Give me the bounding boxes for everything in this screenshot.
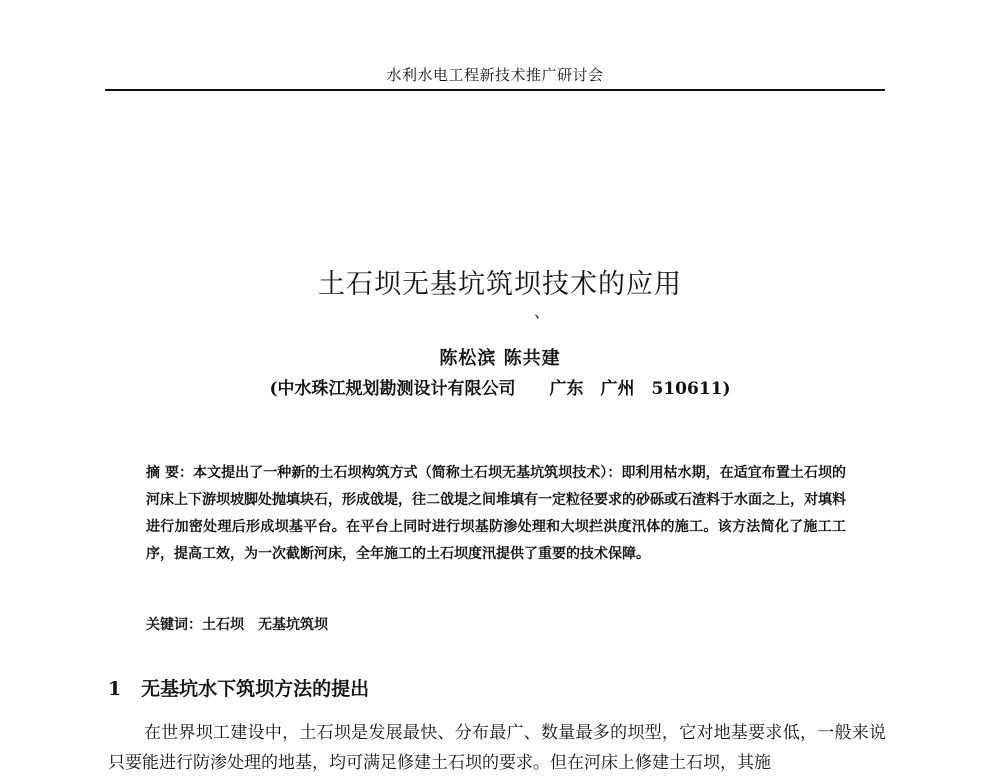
running-header: 水利水电工程新技术推广研讨会 [386,66,604,84]
header-rule [105,89,885,91]
authors: 陈松滨 陈共建 [439,348,561,369]
keywords-text: 土石坝 无基坑筑坝 [202,617,328,633]
abstract-text: 本文提出了一种新的土石坝构筑方式（简称土石坝无基坑筑坝技术）：即利用枯水期，在适宜布置土石坝的河床上下游坝坡脚处抛填块石，形成戗堤，往二戗堤之间堆填有一定粒径要求的砂砾或石渣料于水面之上，对填料进行加密处理后形成坝基平台。在平台上同时进行坝基防渗处理和大坝拦洪度汛体的施工。该方法简化了施工工序，提高工效，为一次截断河床，全年施工的土石坝度汛提供了重要的技术保障。 [146,465,846,562]
abstract-label: 摘 要： [146,465,194,481]
affiliation: (中水珠江规划勘测设计有限公司 广东 广州 510611) [269,379,731,399]
section-heading [108,674,369,701]
abstract-paragraph [146,460,846,568]
section-title: 无基坑水下筑坝方法的提出 [141,678,370,700]
keywords-label: 关键词： [146,617,202,633]
body-paragraph: 在世界坝工建设中，土石坝是发展最快、分布最广、数量最多的坝型，它对地基要求低，一般来说只要能进行防渗处理的地基，均可满足修建土石坝的要求。但在河床上修建土石坝，其施 [108,723,886,773]
abstract [146,460,846,568]
article-title: 土石坝无基坑筑坝技术的应用 [318,269,682,300]
section-number: 1 [108,678,122,700]
stray-mark: 、 [534,302,551,321]
keywords [146,614,846,634]
